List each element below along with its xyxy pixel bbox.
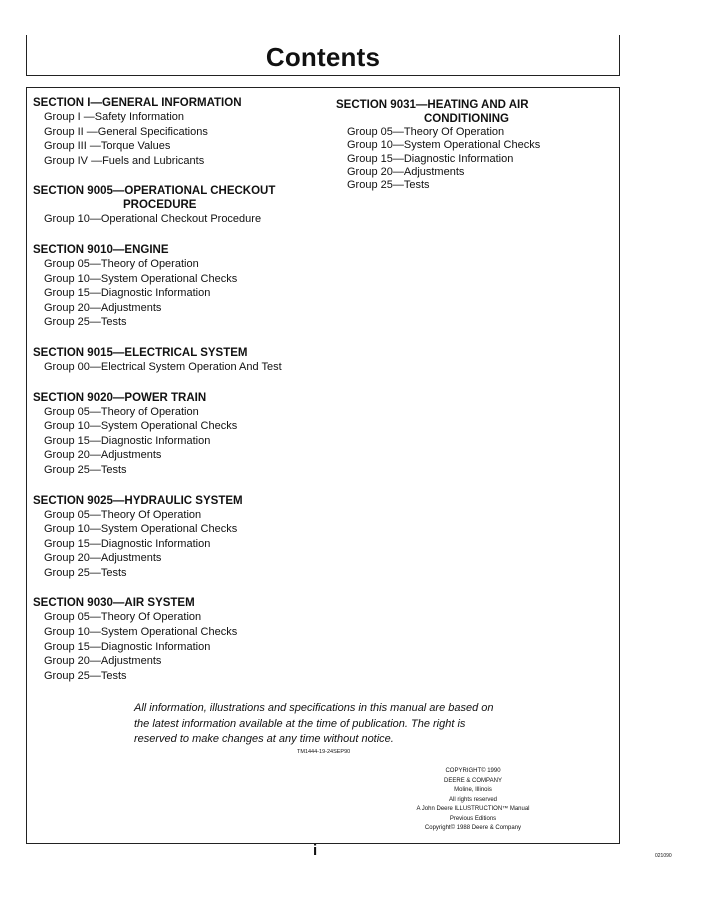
group-item: Group 10—System Operational Checks bbox=[44, 523, 238, 536]
copyright-line: A John Deere ILLUSTRUCTION™ Manual bbox=[416, 806, 530, 812]
group-item: Group 10—System Operational Checks bbox=[44, 420, 238, 433]
document-code: TM1444-19-24SEP90 bbox=[297, 749, 351, 755]
section-heading: SECTION 9031—HEATING AND AIR bbox=[336, 99, 529, 111]
group-item: Group IV —Fuels and Lubricants bbox=[44, 154, 205, 167]
disclaimer-line: reserved to make changes at any time without notice. bbox=[134, 733, 394, 745]
section-heading-continued: PROCEDURE bbox=[123, 199, 197, 212]
frame-bottom-rule bbox=[26, 843, 620, 844]
group-item: Group 05—Theory of Operation bbox=[44, 405, 199, 418]
section-hydraulic-system bbox=[33, 494, 323, 581]
group-item: Group 05—Theory of Operation bbox=[44, 257, 199, 270]
copyright-line: COPYRIGHT© 1990 bbox=[445, 768, 501, 774]
group-item: Group 00—Electrical System Operation And Test bbox=[44, 360, 282, 373]
group-item: Group 25—Tests bbox=[347, 179, 430, 192]
group-item: Group 15—Diagnostic Information bbox=[347, 152, 514, 165]
copyright-line: Previous Editions bbox=[449, 815, 497, 822]
copyright-line: Moline, Illinois bbox=[454, 787, 492, 793]
section-engine bbox=[33, 243, 323, 330]
group-item: Group 20—Adjustments bbox=[44, 301, 162, 314]
section-heading: SECTION 9020—POWER TRAIN bbox=[33, 391, 207, 404]
disclaimer-line: All information, illustrations and specifications in this manual are based on bbox=[134, 702, 494, 714]
frame-left bbox=[26, 87, 27, 843]
group-item: Group 20—Adjustments bbox=[347, 165, 465, 178]
group-item: Group I —Safety Information bbox=[44, 111, 185, 123]
copyright-block bbox=[393, 767, 553, 834]
left-column bbox=[33, 96, 323, 683]
disclaimer bbox=[134, 701, 554, 748]
group-item: Group 15—Diagnostic Information bbox=[44, 537, 211, 550]
group-item: Group 25—Tests bbox=[44, 316, 127, 329]
copyright-line: Copyright© 1988 Deere & Company bbox=[424, 825, 522, 831]
section-operational-checkout bbox=[33, 184, 323, 227]
frame-right bbox=[619, 87, 620, 843]
group-item: Group 05—Theory Of Operation bbox=[44, 611, 202, 624]
page-title: Contents bbox=[265, 42, 381, 72]
section-heading-continued: CONDITIONING bbox=[424, 113, 509, 125]
group-item: Group 05—Theory Of Operation bbox=[44, 508, 202, 521]
group-item: Group 25—Tests bbox=[44, 669, 127, 682]
section-heading: SECTION 9025—HYDRAULIC SYSTEM bbox=[33, 494, 243, 507]
group-item: Group 10—System Operational Checks bbox=[347, 139, 541, 152]
group-item: Group 10—System Operational Checks bbox=[44, 626, 238, 639]
section-heading: SECTION 9005—OPERATIONAL CHECKOUT bbox=[33, 185, 276, 198]
frame-top-rule bbox=[26, 75, 620, 76]
group-item: Group 20—Adjustments bbox=[44, 552, 162, 565]
section-general-information bbox=[33, 96, 323, 168]
group-item: Group III —Torque Values bbox=[44, 140, 171, 153]
section-electrical-system bbox=[33, 346, 323, 375]
group-item: Group 15—Diagnostic Information bbox=[44, 287, 211, 300]
group-item: Group 10—Operational Checkout Procedure bbox=[44, 213, 262, 226]
group-item: Group 15—Diagnostic Information bbox=[44, 434, 211, 447]
section-power-train bbox=[33, 391, 323, 478]
page-number: i bbox=[313, 842, 318, 859]
section-heading: SECTION 9010—ENGINE bbox=[33, 243, 169, 256]
group-item: Group 20—Adjustments bbox=[44, 449, 162, 462]
section-air-system bbox=[33, 596, 323, 683]
section-heading: SECTION 9030—AIR SYSTEM bbox=[33, 597, 195, 610]
group-item: Group 15—Diagnostic Information bbox=[44, 640, 211, 653]
section-heading: SECTION 9015—ELECTRICAL SYSTEM bbox=[33, 346, 248, 359]
copyright-line: DEERE & COMPANY bbox=[444, 777, 502, 784]
right-column bbox=[336, 98, 606, 192]
group-item: Group 20—Adjustments bbox=[44, 655, 162, 668]
group-item: Group II —General Specifications bbox=[44, 125, 208, 138]
group-item: Group 25—Tests bbox=[44, 463, 127, 476]
group-item: Group 10—System Operational Checks bbox=[44, 272, 238, 285]
disclaimer-line: the latest information available at the time of publication. The right is bbox=[134, 717, 466, 730]
frame-top-rule-2 bbox=[26, 87, 620, 88]
group-item: Group 05—Theory Of Operation bbox=[347, 126, 505, 138]
group-item: Group 25—Tests bbox=[44, 566, 127, 579]
section-heating-air-conditioning bbox=[336, 98, 606, 192]
section-heading: SECTION I—GENERAL INFORMATION bbox=[33, 97, 242, 109]
copyright-line: All rights reserved bbox=[448, 796, 498, 803]
page-code: 021090 bbox=[655, 853, 672, 859]
